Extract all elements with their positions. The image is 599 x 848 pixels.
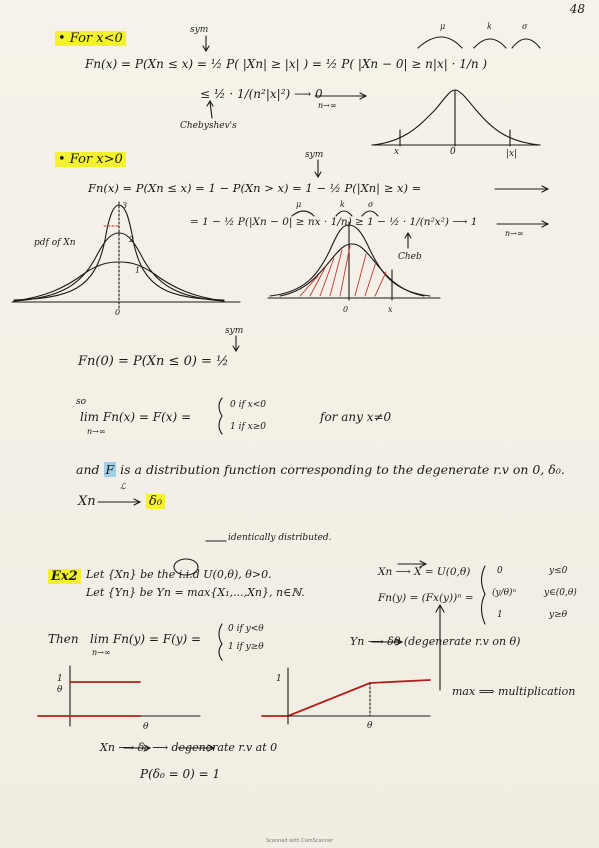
- brace-cases-right: [482, 566, 486, 624]
- case-right-2: 1: [497, 610, 503, 620]
- then-case-1: 0 if y<θ: [228, 624, 264, 634]
- bottom-convergence: Xn ⟶ δ₀ ⟶ degenerate r.v at 0: [100, 741, 278, 754]
- graph1-y-theta: θ: [57, 685, 63, 695]
- graph1-x-theta: θ: [143, 722, 149, 732]
- conv-arrow-label: ℒ: [120, 482, 126, 491]
- sym-note-3: sym: [225, 326, 244, 336]
- brace-mu-1: [418, 37, 462, 48]
- sigma-label-1: σ: [522, 22, 528, 31]
- conv-arrow: [98, 499, 140, 505]
- scanner-footer: Scanned with CamScanner: [265, 838, 334, 844]
- graph2-ramp: [288, 683, 370, 716]
- conv-left: Xn: [78, 494, 96, 509]
- chebyshev-arrow: [207, 101, 213, 118]
- degenerate-statement: and F is a distribution function corresponding to the degenerate r.v on 0, δ₀.: [76, 462, 565, 477]
- bell-axis-0: 0: [450, 147, 456, 157]
- brace-k-2: [336, 211, 352, 216]
- pdf-axis-0: 0: [115, 308, 121, 317]
- pdf2-axis-x: x: [388, 305, 393, 314]
- curve-label-1: 1: [135, 266, 141, 275]
- limit-expression: lim Fn(x) = F(x) =: [80, 410, 192, 424]
- pdf-label: pdf of Xn: [34, 238, 76, 248]
- example-line-2: Let {Yn} be Yn = max{X₁,...,Xn}, n∈ℕ.: [86, 586, 305, 599]
- cheb-note: Cheb: [398, 252, 422, 262]
- example-line-1: Let {Xn} be the i.i.d U(0,θ), θ>0.: [86, 568, 272, 581]
- cdf-line-pos-1: Fn(x) = P(Xn ≤ x) = 1 − P(Xn > x) = 1 − ½ P(|Xn| ≥ x) =: [88, 181, 422, 195]
- iid-note: identically distributed.: [228, 533, 332, 543]
- limit-arrow-pos-1: [495, 186, 548, 192]
- graph2-y-one: 1: [276, 674, 282, 684]
- limit-sub-pos: n→∞: [505, 229, 524, 238]
- max-note-arrow: [436, 605, 444, 690]
- brace-cases-then: [219, 624, 222, 660]
- graph2-x-theta: θ: [367, 721, 373, 731]
- max-note: max ⟹ multiplication: [452, 685, 576, 698]
- example-label: Ex2: [48, 569, 81, 585]
- right-conv-arrow: [398, 561, 426, 567]
- limit-sub-conc: n→∞: [87, 427, 106, 436]
- bell-axis-absx: |x|: [506, 149, 518, 159]
- cheb-arrow: [405, 233, 411, 248]
- case-pos: 1 if x≥0: [230, 422, 266, 432]
- bell-curve-top: [372, 90, 540, 145]
- brace-k-1: [474, 39, 506, 48]
- pdf2-axis-0: 0: [343, 305, 349, 314]
- bottom-degenerate-arrow: [178, 745, 214, 751]
- for-any-note: for any x≠0: [320, 410, 392, 424]
- cond-right-2: y≥θ: [549, 610, 568, 620]
- cdf-line-neg-2: ≤ ½ · 1/(n²|x|²) ⟶ 0: [200, 87, 323, 101]
- then-limit-sub: n→∞: [92, 648, 111, 657]
- bottom-conv-arrow: [124, 745, 150, 751]
- k-label-2: k: [340, 200, 345, 209]
- sym-arrow-2: [315, 160, 321, 177]
- case-right-1: (y/θ)ⁿ: [492, 588, 517, 598]
- yn-arrow: [372, 639, 402, 645]
- cond-right-0: y≤0: [549, 566, 568, 576]
- then-limit: lim Fn(y) = F(y) =: [90, 632, 202, 646]
- page-number: 48: [569, 2, 585, 16]
- sym-note-1: sym: [190, 25, 209, 35]
- limit-sub-neg: n→∞: [318, 101, 337, 110]
- cdf-line-pos-2: = 1 − ½ P(|Xn − 0| ≥ nx · 1/n) ≥ 1 − ½ · 1/(n²x²) ⟶ 1: [190, 216, 478, 228]
- curve-label-2: 2: [129, 235, 135, 244]
- brace-cases-1: [219, 398, 222, 434]
- then-case-2: 1 if y≥θ: [228, 642, 264, 652]
- sigma-label-2: σ: [368, 200, 374, 209]
- brace-sigma-1: [512, 39, 540, 48]
- iid-circle: [174, 559, 198, 575]
- mu-label-1: μ: [440, 22, 446, 31]
- chebyshev-note: Chebyshev's: [180, 121, 237, 131]
- k-label-1: k: [487, 22, 492, 31]
- brace-sigma-2: [362, 211, 378, 216]
- so-word: so: [76, 397, 87, 407]
- heading-x-negative: • For x<0: [55, 31, 126, 47]
- mu-label-2: μ: [296, 200, 302, 209]
- case-neg: 0 if x<0: [230, 400, 266, 410]
- limit-arrow-pos-2: [497, 221, 548, 227]
- probability-statement: P(δ₀ = 0) = 1: [140, 767, 221, 781]
- right-convergence: Xn ⟶ X = U(0,θ): [378, 566, 471, 578]
- sym-arrow-1: [203, 36, 209, 51]
- pdf2-hatching: [300, 246, 386, 296]
- cdf-line-neg-1: Fn(x) = P(Xn ≤ x) = ½ P( |Xn| ≥ |x| ) = ½ P( |Xn − 0| ≥ n|x| · 1/n ): [85, 57, 488, 71]
- brace-mu-2: [292, 211, 314, 216]
- sym-note-2: sym: [305, 150, 324, 160]
- heading-x-positive: • For x>0: [55, 152, 126, 168]
- then-word: Then: [48, 632, 79, 646]
- graph2-one-line: [370, 680, 430, 683]
- fn-at-zero: Fn(0) = P(Xn ≤ 0) = ½: [78, 354, 229, 369]
- yn-convergence: Yn ⟶ δθ (degenerate r.v on θ): [350, 635, 521, 648]
- graph1-y-one: 1: [57, 674, 63, 684]
- pdf2-curve-mid: [280, 244, 424, 296]
- right-cdf: Fn(y) = (Fx(y))ⁿ =: [378, 592, 474, 604]
- limit-arrow-neg: [315, 93, 366, 99]
- sym-arrow-3: [233, 336, 239, 351]
- cond-right-1: y∈(0,θ): [544, 588, 577, 598]
- conv-right: δ₀: [146, 494, 165, 510]
- curve-label-3: 3: [122, 201, 128, 210]
- case-right-0: 0: [497, 566, 503, 576]
- bell-axis-x: x: [394, 147, 400, 157]
